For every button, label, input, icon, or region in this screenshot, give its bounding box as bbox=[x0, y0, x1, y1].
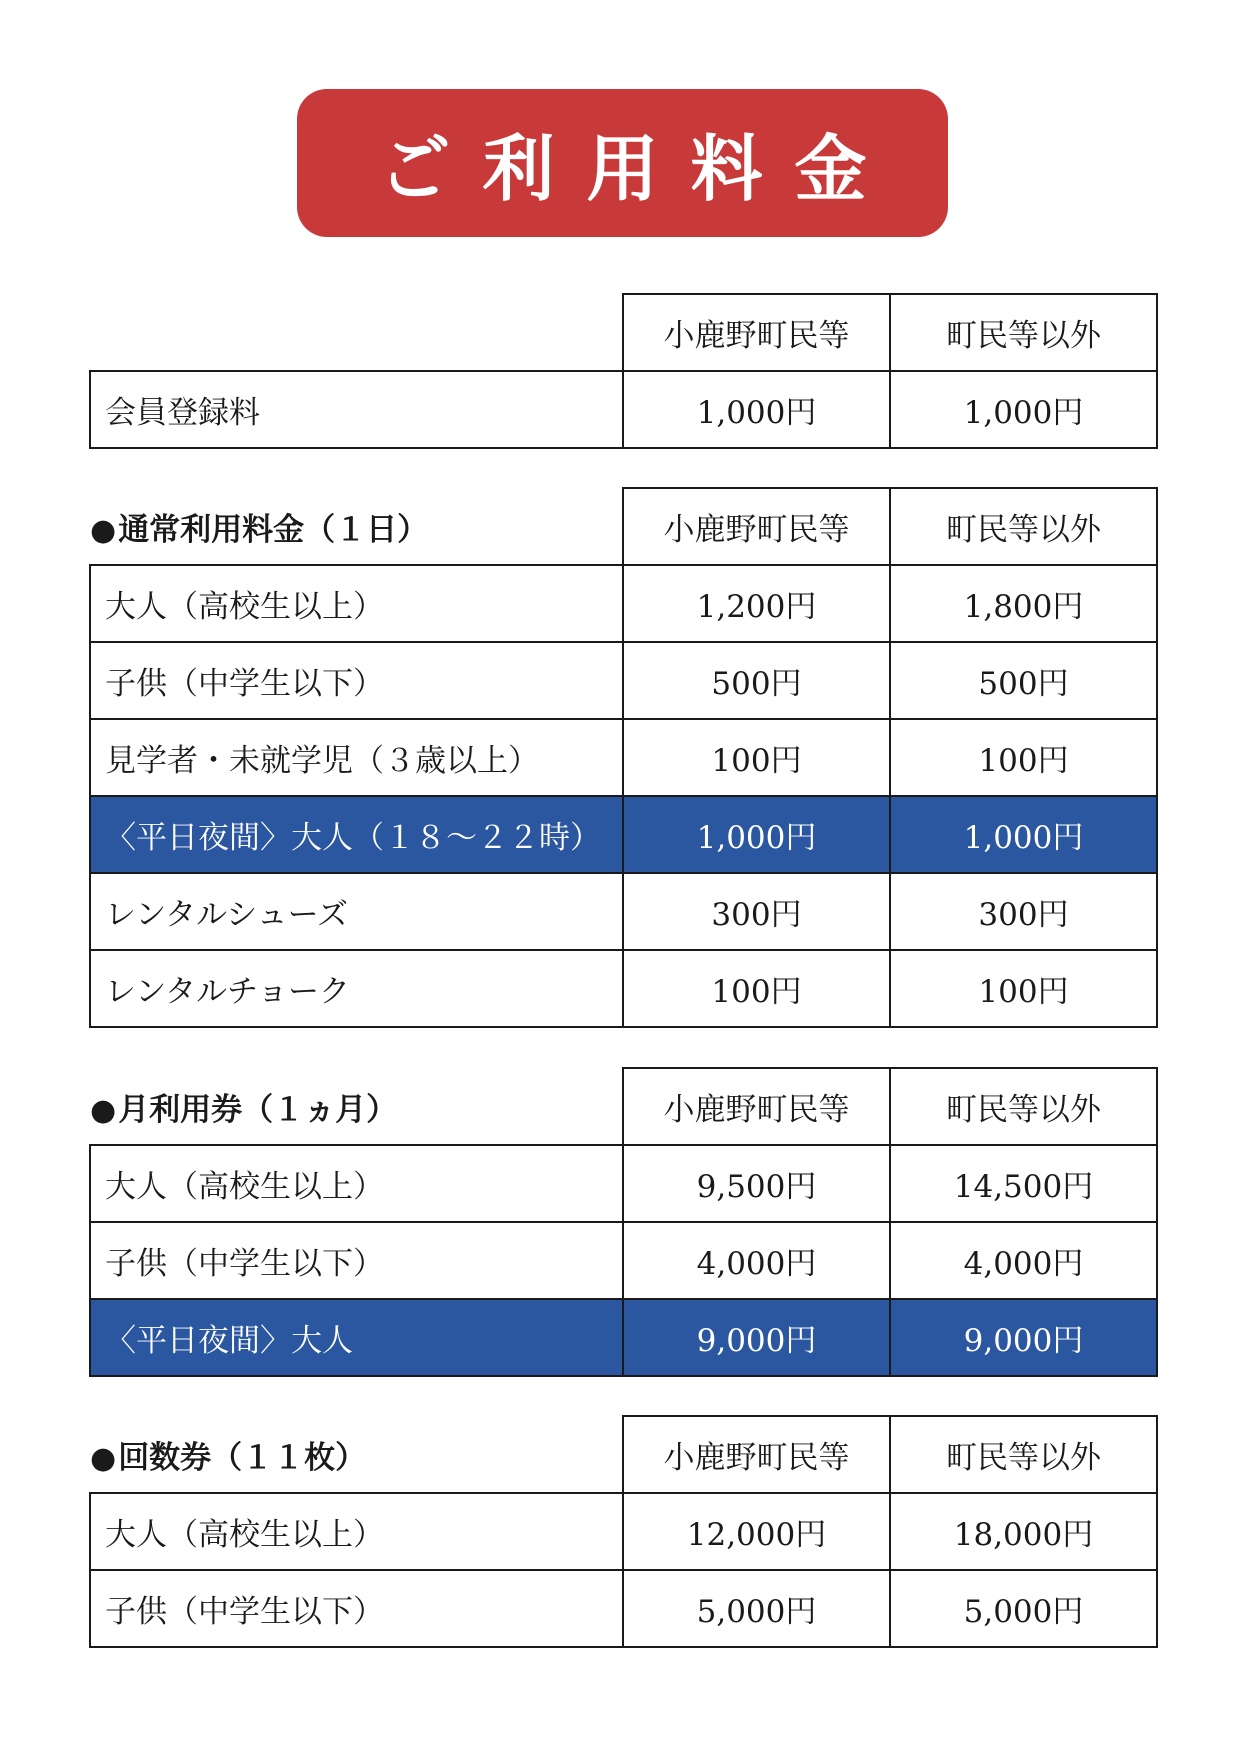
row-label: レンタルシューズ bbox=[90, 873, 623, 950]
price-local: 4,000円 bbox=[623, 1222, 890, 1299]
section-heading bbox=[90, 1416, 623, 1493]
price-local: 300円 bbox=[623, 873, 890, 950]
table-row-highlight bbox=[90, 1299, 1157, 1376]
row-label: 子供（中学生以下） bbox=[90, 1222, 623, 1299]
bullet-icon: ● bbox=[90, 512, 117, 548]
table-row bbox=[90, 1145, 1157, 1222]
daily-fee-table bbox=[89, 487, 1158, 1028]
price-other: 500円 bbox=[890, 642, 1157, 719]
table-row bbox=[90, 1222, 1157, 1299]
price-other: 14,500円 bbox=[890, 1145, 1157, 1222]
bullet-icon: ● bbox=[90, 1092, 117, 1128]
column-header-other: 町民等以外 bbox=[890, 1068, 1157, 1145]
column-header-local: 小鹿野町民等 bbox=[623, 1416, 890, 1493]
price-other: 100円 bbox=[890, 719, 1157, 796]
price-local: 1,000円 bbox=[623, 796, 890, 873]
table-row bbox=[90, 565, 1157, 642]
row-label: 子供（中学生以下） bbox=[90, 642, 623, 719]
row-label: 大人（高校生以上） bbox=[90, 1145, 623, 1222]
table-row bbox=[90, 1570, 1157, 1647]
price-local: 1,200円 bbox=[623, 565, 890, 642]
row-label: 会員登録料 bbox=[90, 371, 623, 448]
column-header-other: 町民等以外 bbox=[890, 1416, 1157, 1493]
price-other: 1,800円 bbox=[890, 565, 1157, 642]
section-heading-text: 回数券（１１枚） bbox=[118, 1439, 367, 1476]
row-label: 〈平日夜間〉大人（１８～２２時） bbox=[90, 796, 623, 873]
table-row bbox=[90, 719, 1157, 796]
price-other: 100円 bbox=[890, 950, 1157, 1027]
price-other: 5,000円 bbox=[890, 1570, 1157, 1647]
blank-header-cell bbox=[90, 294, 623, 371]
price-local: 500円 bbox=[623, 642, 890, 719]
column-header-local: 小鹿野町民等 bbox=[623, 488, 890, 565]
table-row bbox=[90, 1493, 1157, 1570]
table-row bbox=[90, 950, 1157, 1027]
price-local: 1,000円 bbox=[623, 371, 890, 448]
price-local: 100円 bbox=[623, 950, 890, 1027]
row-label: 〈平日夜間〉大人 bbox=[90, 1299, 623, 1376]
table-row bbox=[90, 642, 1157, 719]
column-header-other: 町民等以外 bbox=[890, 488, 1157, 565]
price-local: 5,000円 bbox=[623, 1570, 890, 1647]
membership-table bbox=[89, 293, 1158, 449]
price-other: 1,000円 bbox=[890, 796, 1157, 873]
price-local: 9,000円 bbox=[623, 1299, 890, 1376]
price-other: 18,000円 bbox=[890, 1493, 1157, 1570]
price-other: 4,000円 bbox=[890, 1222, 1157, 1299]
price-other: 1,000円 bbox=[890, 371, 1157, 448]
coupon-fee-table bbox=[89, 1415, 1158, 1648]
title-banner bbox=[297, 89, 948, 237]
row-label: 見学者・未就学児（３歳以上） bbox=[90, 719, 623, 796]
price-local: 100円 bbox=[623, 719, 890, 796]
monthly-fee-table bbox=[89, 1067, 1158, 1377]
section-heading-text: 通常利用料金（１日） bbox=[118, 511, 429, 548]
row-label: 子供（中学生以下） bbox=[90, 1570, 623, 1647]
table-row-highlight bbox=[90, 796, 1157, 873]
section-heading bbox=[90, 488, 623, 565]
page-title: ご利用料金 bbox=[378, 127, 899, 211]
table-row bbox=[90, 371, 1157, 448]
section-heading-text: 月利用券（１ヵ月） bbox=[118, 1091, 398, 1128]
column-header-local: 小鹿野町民等 bbox=[623, 1068, 890, 1145]
row-label: レンタルチョーク bbox=[90, 950, 623, 1027]
row-label: 大人（高校生以上） bbox=[90, 1493, 623, 1570]
price-other: 9,000円 bbox=[890, 1299, 1157, 1376]
price-local: 9,500円 bbox=[623, 1145, 890, 1222]
price-other: 300円 bbox=[890, 873, 1157, 950]
table-row bbox=[90, 873, 1157, 950]
row-label: 大人（高校生以上） bbox=[90, 565, 623, 642]
price-local: 12,000円 bbox=[623, 1493, 890, 1570]
section-heading bbox=[90, 1068, 623, 1145]
column-header-local: 小鹿野町民等 bbox=[623, 294, 890, 371]
column-header-other: 町民等以外 bbox=[890, 294, 1157, 371]
bullet-icon: ● bbox=[90, 1440, 117, 1476]
